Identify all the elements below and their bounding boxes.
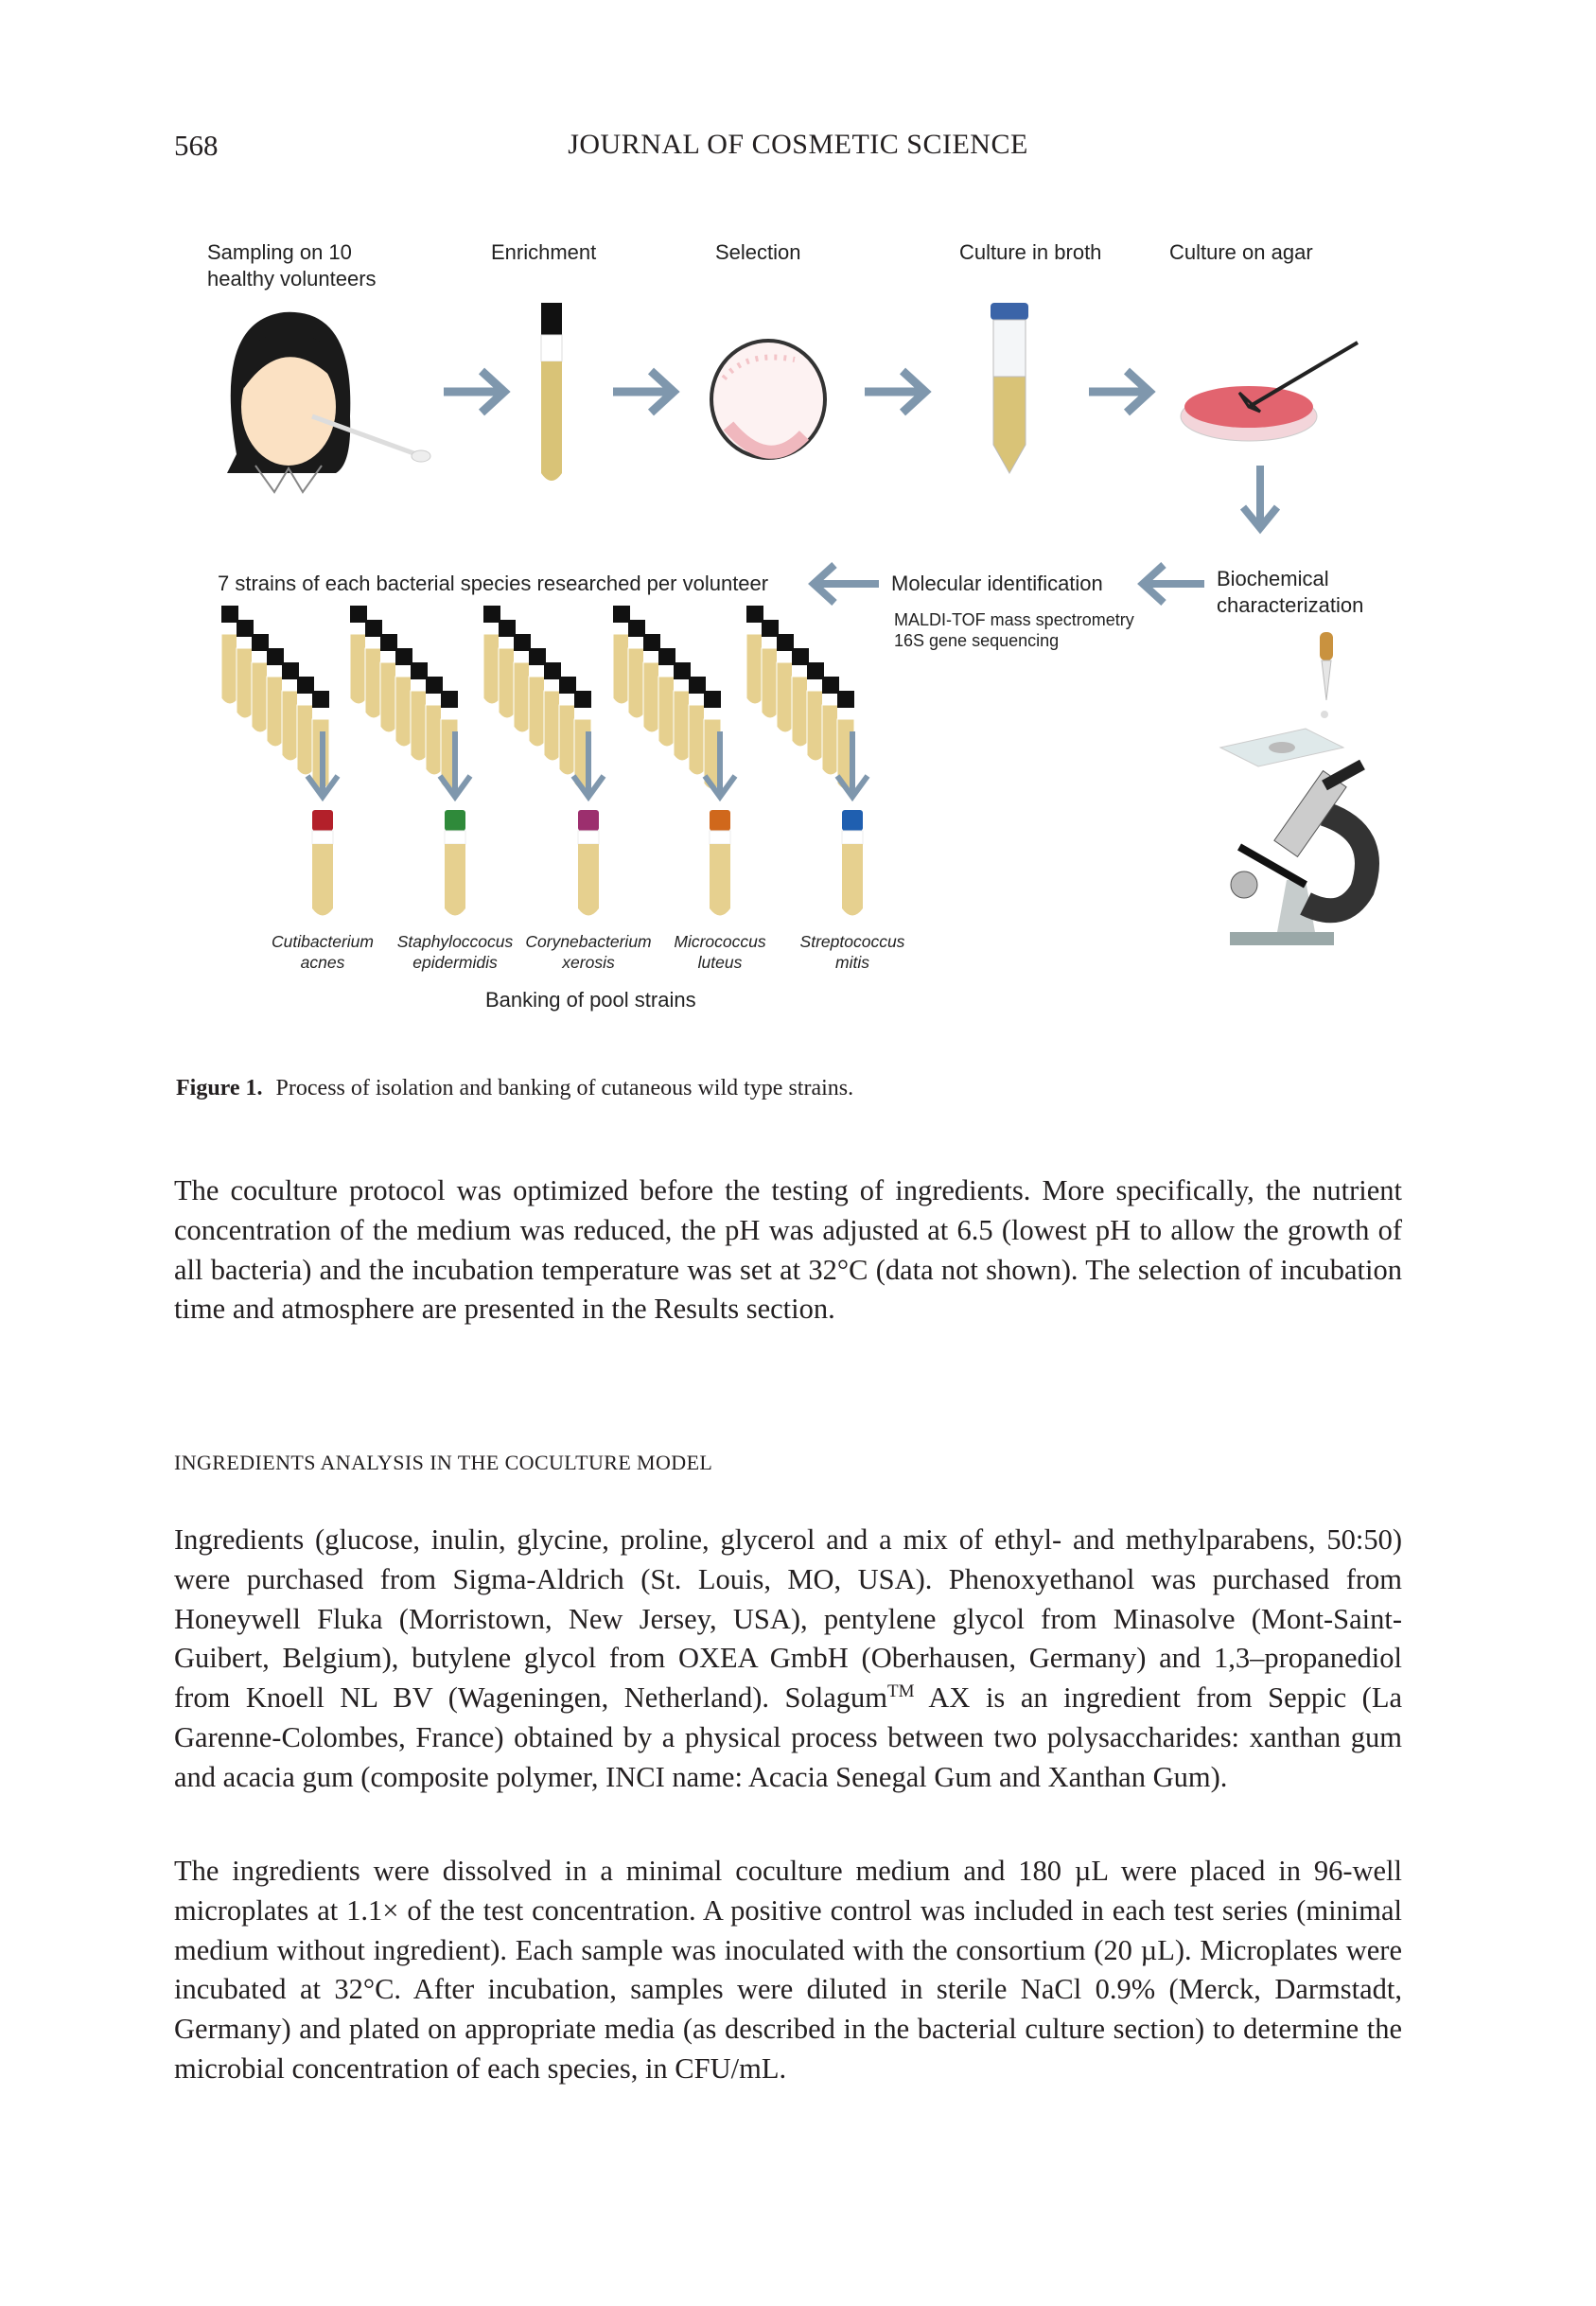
paragraph-ingredients: [174, 1521, 1402, 1798]
strain-tube-group: [746, 606, 868, 916]
strain-tube-icon: [395, 648, 412, 747]
strain-tube-icon: [282, 662, 299, 761]
enrichment-tube-icon: [541, 303, 562, 481]
glass-slide-icon: [1220, 729, 1343, 766]
strain-tube-icon: [350, 606, 367, 704]
species-genus: Staphyloccocus: [396, 932, 514, 951]
caption-label: Figure 1.: [176, 1076, 263, 1100]
species-epithet: luteus: [697, 953, 743, 972]
strain-tube-icon: [380, 634, 397, 732]
characterization-label: characterization: [1217, 593, 1364, 617]
step-label-selection: Selection: [715, 240, 801, 264]
strain-tube-icon: [674, 662, 691, 761]
pool-strain-tube-icon: [578, 810, 599, 916]
species-label: [256, 931, 389, 973]
strain-tube-icon: [499, 620, 516, 718]
strain-tube-groups: [221, 606, 868, 916]
strain-tube-icon: [529, 648, 546, 747]
dropper-icon: [1320, 632, 1333, 718]
strain-tube-icon: [643, 634, 660, 732]
species-label: [654, 931, 786, 973]
strain-tube-icon: [822, 677, 839, 775]
section-heading: INGREDIENTS ANALYSIS IN THE COCULTURE MODEL: [174, 1451, 713, 1474]
paragraph-text: Ingredients (glucose, inulin, glycine, proline, glycerol and a mix of ethyl- and methylparabens, 50:50) were purchased from Sigma-Aldrich (St. Louis, MO, USA). Phenoxyethanol was purchased from Honeywell Fluka (Morristown, New Jersey, USA), pentylene glycol from Minasolve (Mont-Saint-Guibert, Belgium), butylene glycol from OXEA GmbH (Oberhausen, Germany) and 1,3–propanediol from Knoell NL BV (Wageningen, Netherland). Solagum: [174, 1523, 1402, 1715]
strain-tube-icon: [613, 606, 630, 704]
culture-agar-dish-icon: [1181, 343, 1358, 441]
step-label-culture-agar: Culture on agar: [1169, 240, 1313, 264]
strain-tube-group: [221, 606, 338, 916]
species-epithet: acnes: [300, 953, 345, 972]
strain-tube-icon: [237, 620, 254, 718]
strain-tube-icon: [411, 662, 428, 761]
selection-petri-dish-icon: [711, 341, 825, 458]
caption-text: Process of isolation and banking of cutaneous wild type strains.: [275, 1076, 854, 1100]
strain-tube-icon: [746, 606, 763, 704]
biochemical-label: Biochemical: [1217, 567, 1329, 590]
arrow-right-icon: [1089, 371, 1149, 413]
volunteer-face-icon: [227, 312, 430, 492]
species-epithet: mitis: [835, 953, 869, 972]
strain-tube-icon: [365, 620, 382, 718]
strain-tube-icon: [792, 648, 809, 747]
arrow-right-icon: [613, 371, 674, 413]
16s-label: 16S gene sequencing: [894, 631, 1060, 650]
strain-tube-icon: [807, 662, 824, 761]
pool-strain-tube-icon: [842, 810, 863, 916]
strains-label: 7 strains of each bacterial species researched per volunteer: [218, 572, 769, 595]
molecular-identification-label: Molecular identification: [891, 572, 1103, 595]
species-genus: Cutibacterium: [272, 932, 374, 951]
step-label-sampling-2: healthy volunteers: [207, 267, 377, 290]
strain-tube-icon: [777, 634, 794, 732]
figure-illustration: [0, 0, 1596, 1041]
species-epithet: xerosis: [562, 953, 615, 972]
arrow-right-icon: [865, 371, 925, 413]
strain-tube-group: [613, 606, 735, 916]
pool-strain-tube-icon: [710, 810, 730, 916]
figure-1: [0, 0, 1596, 1041]
step-label-culture-broth: Culture in broth: [959, 240, 1102, 264]
strain-tube-icon: [252, 634, 269, 732]
microscope-icon: [1230, 765, 1367, 945]
pool-strain-tube-icon: [312, 810, 333, 916]
paragraph-coculture-protocol: The coculture protocol was optimized before the testing of ingredients. More specifically, the nutrient concentration of the medium was reduced, the pH was adjusted at 6.5 (lowest pH to allow the growth of all bacteria) and the incubation temperature was set at 32°C (data not shown). The selection of incubation time and atmosphere are presented in the Results section.: [174, 1174, 1402, 1326]
strain-tube-icon: [544, 662, 561, 761]
species-genus: Streptococcus: [799, 932, 905, 951]
banking-label: Banking of pool strains: [485, 988, 696, 1012]
arrow-left-icon: [1143, 565, 1204, 603]
species-label: [389, 931, 521, 973]
strain-tube-icon: [762, 620, 779, 718]
species-genus: Micrococcus: [674, 932, 766, 951]
strain-tube-icon: [514, 634, 531, 732]
strain-tube-icon: [689, 677, 706, 775]
culture-broth-tube-icon: [991, 303, 1028, 473]
pool-strain-tube-icon: [445, 810, 465, 916]
strain-tube-icon: [297, 677, 314, 775]
strain-tube-icon: [426, 677, 443, 775]
arrow-right-icon: [444, 371, 504, 413]
trademark-sup: TM: [887, 1681, 915, 1702]
maldi-label: MALDI-TOF mass spectrometry: [894, 610, 1134, 629]
page-number: 568: [174, 129, 219, 162]
strain-tube-group: [483, 606, 604, 916]
arrow-down-icon: [1243, 466, 1277, 528]
arrow-left-icon: [814, 565, 879, 603]
species-label: [786, 931, 919, 973]
species-label: [522, 931, 655, 973]
running-title: JOURNAL OF COSMETIC SCIENCE: [568, 129, 1028, 160]
strain-tube-icon: [483, 606, 500, 704]
step-label-enrichment: Enrichment: [491, 240, 597, 264]
strain-tube-icon: [559, 677, 576, 775]
paragraph-text: AX is an ingredient from Seppic (La Garenne-Colombes, France) obtained by a physical process between two polysaccharides: xanthan gum and acacia gum (composite polymer, INCI name: Acacia Senegal Gum and Xanthan Gum).: [174, 1681, 1403, 1793]
strain-tube-group: [350, 606, 470, 916]
species-genus: Corynebacterium: [525, 932, 652, 951]
strain-tube-icon: [628, 620, 645, 718]
strain-tube-icon: [221, 606, 238, 704]
paragraph-methods: The ingredients were dissolved in a minimal coculture medium and 180 µL were placed in 96-well microplates at 1.1× of the test concentration. A positive control was included in each test series (minimal medium without ingredient). Each sample was inoculated with the consortium (20 µL). Microplates were incubated at 32°C. After incubation, samples were diluted in sterile NaCl 0.9% (Merck, Darmstadt, Germany) and plated on appropriate media (as described in the bacterial culture section) to determine the microbial concentration of each species, in CFU/mL.: [174, 1855, 1402, 2085]
strain-tube-icon: [658, 648, 675, 747]
species-epithet: epidermidis: [412, 953, 498, 972]
step-label-sampling: Sampling on 10: [207, 240, 352, 264]
figure-caption: [176, 1076, 853, 1101]
strain-tube-icon: [267, 648, 284, 747]
